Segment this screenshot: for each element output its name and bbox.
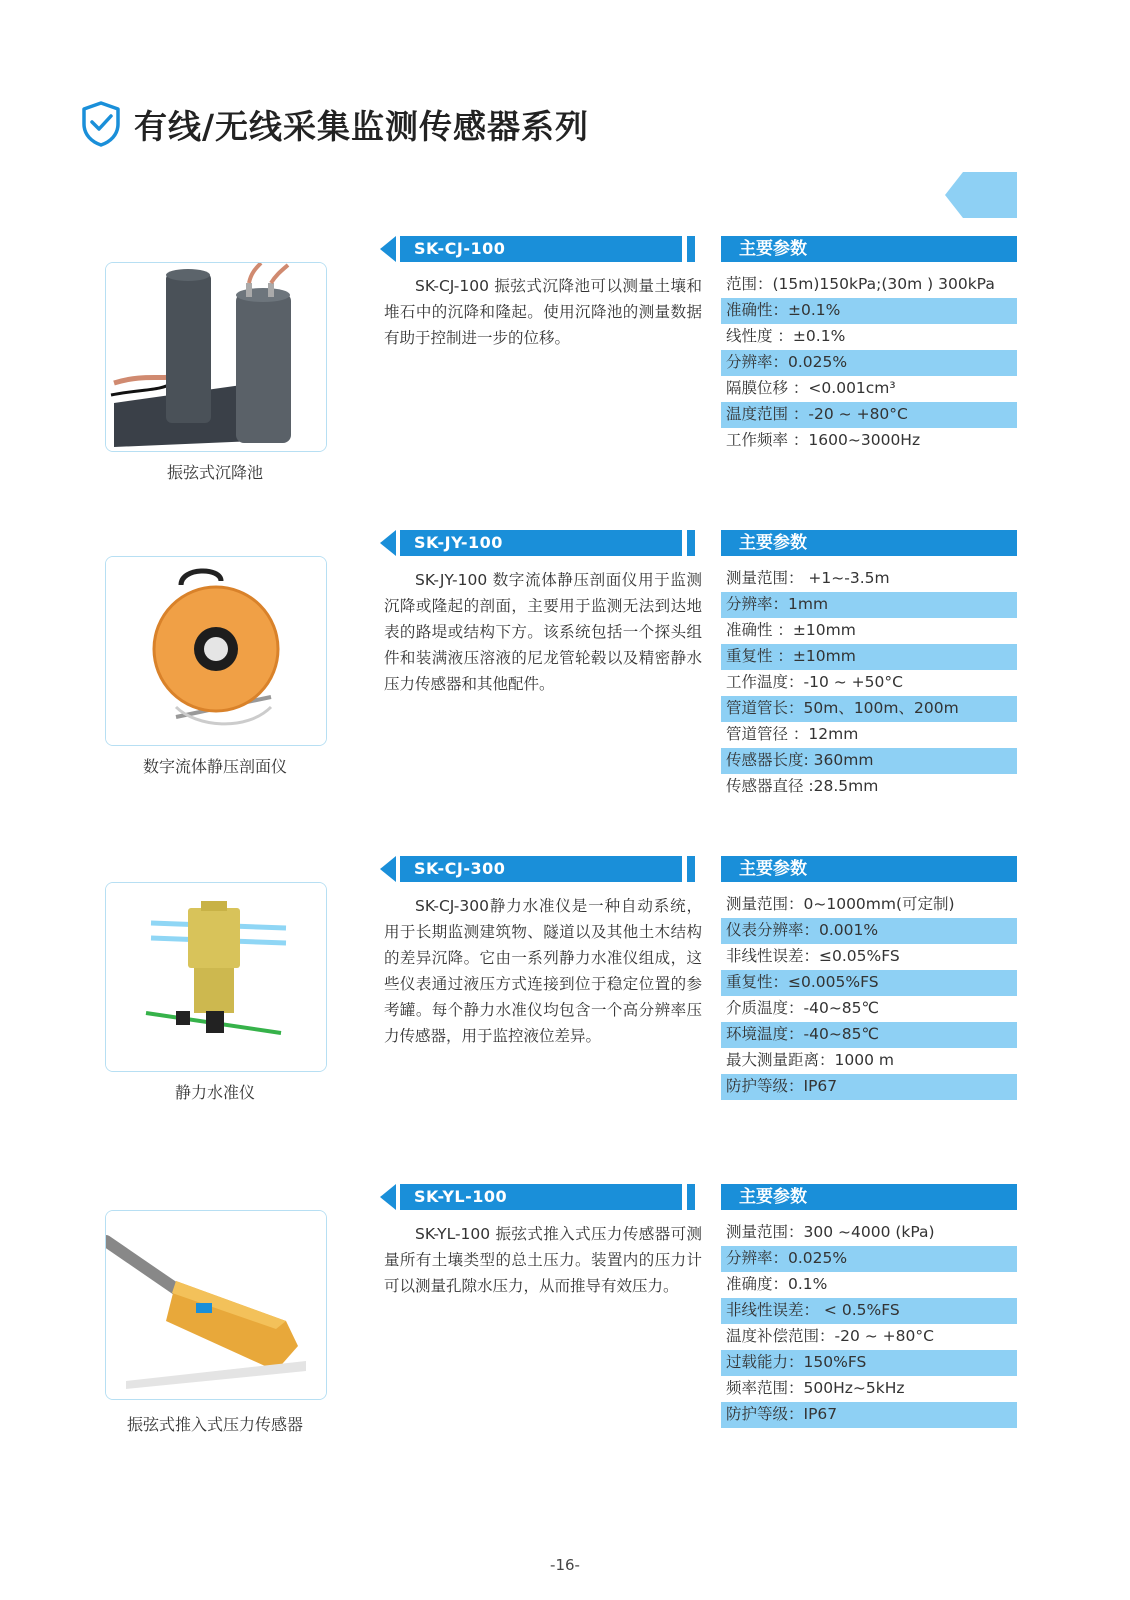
param-row: 分辨率：0.025% — [721, 1246, 1017, 1272]
param-row: 重复性 ：±10mm — [721, 644, 1017, 670]
param-row: 分辨率：0.025% — [721, 350, 1017, 376]
page-header — [80, 100, 589, 148]
param-list — [721, 272, 1017, 454]
params-title: 主要参数 — [739, 859, 807, 879]
param-row: 频率范围：500Hz~5kHz — [726, 1379, 905, 1397]
push-in-pressure-cell-image — [106, 1211, 326, 1399]
params-header-bar — [721, 530, 1017, 556]
params-header-bar — [721, 236, 1017, 262]
param-row: 工作温度：-10 ~ +50°C — [726, 673, 903, 691]
product-photo — [105, 882, 327, 1072]
left-arrow-icon — [380, 236, 396, 262]
param-list — [721, 1220, 1017, 1428]
shield-check-icon — [80, 100, 122, 148]
model-header-bar — [380, 856, 702, 882]
product-photo — [105, 1210, 327, 1400]
param-row: 管道管长：50m、100m、200m — [721, 696, 1017, 722]
model-label: SK-CJ-300 — [414, 859, 506, 878]
param-row: 工作频率 ：1600~3000Hz — [726, 431, 921, 449]
param-row: 传感器直径 :28.5mm — [726, 777, 879, 795]
model-label: SK-CJ-100 — [414, 239, 506, 258]
param-row: 环境温度：-40~85℃ — [721, 1022, 1017, 1048]
params-title: 主要参数 — [739, 1187, 807, 1207]
param-row: 温度范围 ：-20 ~ +80°C — [721, 402, 1017, 428]
param-row: 温度补偿范围：-20 ~ +80°C — [726, 1327, 934, 1345]
param-row: 非线性误差： < 0.5%FS — [721, 1298, 1017, 1324]
page-number: -16- — [550, 1556, 580, 1574]
param-row: 传感器长度: 360mm — [721, 748, 1017, 774]
product-caption: 振弦式推入式压力传感器 — [126, 1415, 303, 1434]
settlement-cell-image — [106, 263, 326, 451]
product-caption: 振弦式沉降池 — [166, 463, 263, 482]
product-photo — [105, 556, 327, 746]
product-description: SK-JY-100 数字流体静压剖面仪用于监测沉降或隆起的剖面，主要用于监测无法到达地表的路堤或结构下方。该系统包括一个探头组件和装满液压溶液的尼龙管轮毂以及精密静水压力传感器和其他配件。 — [384, 571, 702, 693]
param-row: 测量范围：300 ~4000 (kPa) — [726, 1223, 935, 1241]
param-row: 防护等级：IP67 — [721, 1074, 1017, 1100]
left-arrow-icon — [380, 530, 396, 556]
param-row: 介质温度：-40~85℃ — [726, 999, 879, 1017]
param-row: 准确性 ：±10mm — [726, 621, 856, 639]
param-row: 分辨率：1mm — [721, 592, 1017, 618]
param-row: 测量范围：0~1000mm(可定制) — [726, 895, 955, 913]
param-row: 最大测量距离：1000 m — [726, 1051, 894, 1069]
params-title: 主要参数 — [739, 533, 807, 553]
left-arrow-icon — [380, 1184, 396, 1210]
model-header-bar — [380, 530, 702, 556]
params-header-bar — [721, 856, 1017, 882]
model-header-bar — [380, 1184, 702, 1210]
corner-tab-decoration — [945, 172, 1017, 218]
product-description: SK-YL-100 振弦式推入式压力传感器可测量所有土壤类型的总土压力。装置内的压力计可以测量孔隙水压力，从而推导有效压力。 — [384, 1225, 702, 1295]
product-caption: 数字流体静压剖面仪 — [142, 757, 287, 776]
params-title: 主要参数 — [739, 239, 807, 259]
model-label: SK-JY-100 — [414, 533, 503, 552]
left-arrow-icon — [380, 856, 396, 882]
param-list — [721, 566, 1017, 800]
param-row: 准确度：0.1% — [726, 1275, 828, 1293]
static-level-gauge-image — [106, 883, 326, 1071]
page-title: 有线/无线采集监测传感器系列 — [134, 106, 590, 146]
param-row: 防护等级：IP67 — [721, 1402, 1017, 1428]
param-row: 线性度 ：±0.1% — [726, 327, 846, 345]
params-header-bar — [721, 1184, 1017, 1210]
model-header-bar — [380, 236, 702, 262]
param-row: 范围：(15m)150kPa;(30m ) 300kPa — [726, 275, 995, 293]
param-row: 隔膜位移 ：<0.001cm³ — [726, 379, 896, 397]
param-row: 测量范围： +1~-3.5m — [726, 569, 890, 587]
param-row: 准确性：±0.1% — [721, 298, 1017, 324]
product-description: SK-CJ-300静力水准仪是一种自动系统，用于长期监测建筑物、隧道以及其他土木结构的差异沉降。它由一系列静力水准仪组成，这些仪表通过液压方式连接到位于稳定位置的参考罐。每个静力水准仪均包含一个高分辨率压力传感器，用于监控液位差异。 — [384, 897, 702, 1045]
param-row: 管道管径 ：12mm — [726, 725, 859, 743]
param-list — [721, 892, 1017, 1100]
param-row: 重复性：≤0.005%FS — [721, 970, 1017, 996]
hydrostatic-profiler-image — [106, 557, 326, 745]
param-row: 非线性误差：≤0.05%FS — [726, 947, 900, 965]
product-photo — [105, 262, 327, 452]
param-row: 仪表分辨率：0.001% — [721, 918, 1017, 944]
model-label: SK-YL-100 — [414, 1187, 508, 1206]
param-row: 过载能力：150%FS — [721, 1350, 1017, 1376]
product-caption: 静力水准仪 — [174, 1083, 255, 1102]
product-description: SK-CJ-100 振弦式沉降池可以测量土壤和堆石中的沉降和隆起。使用沉降池的测量数据有助于控制进一步的位移。 — [384, 277, 702, 347]
